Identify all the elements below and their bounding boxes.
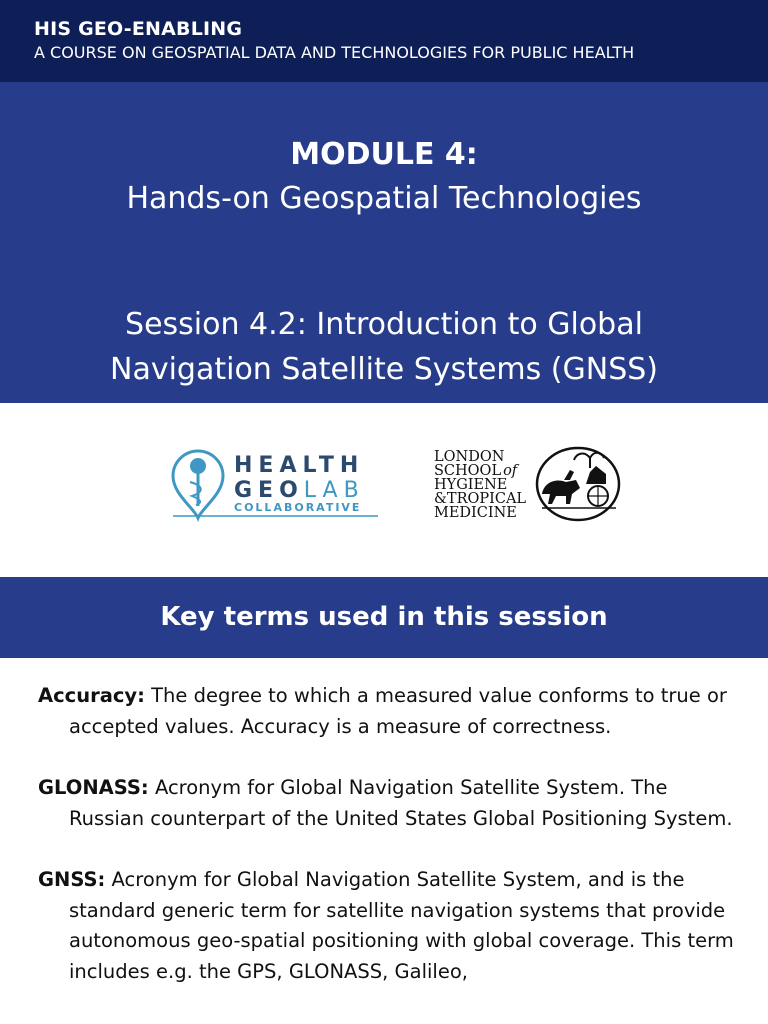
map-pin-icon bbox=[173, 451, 223, 518]
lshtm-line-5: MEDICINE bbox=[434, 505, 517, 521]
course-header bbox=[0, 0, 768, 82]
term-accuracy bbox=[38, 681, 738, 742]
term-name: Accuracy: bbox=[38, 684, 145, 707]
course-subtitle: A COURSE ON GEOSPATIAL DATA AND TECHNOLOGIES FOR PUBLIC HEALTH bbox=[34, 43, 635, 62]
svg-text:GEOLAB bbox=[234, 478, 365, 503]
term-glonass bbox=[38, 773, 738, 834]
health-geolab-line-2b: LAB bbox=[303, 478, 365, 503]
key-terms-heading: Key terms used in this session bbox=[0, 577, 768, 658]
term-definition: The degree to which a measured value conforms to true or accepted values. Accuracy is a measure of correctness. bbox=[69, 684, 727, 738]
module-title: Hands-on Geospatial Technologies bbox=[126, 181, 642, 216]
term-gnss bbox=[38, 865, 738, 987]
term-name: GNSS: bbox=[38, 868, 106, 891]
lshtm-logo bbox=[430, 444, 624, 522]
module-number: MODULE 4: bbox=[290, 137, 478, 172]
term-name: GLONASS: bbox=[38, 776, 149, 799]
lshtm-line-1: LONDON bbox=[434, 449, 505, 465]
lshtm-line-2a: SCHOOL bbox=[434, 463, 502, 479]
key-terms-list bbox=[38, 681, 738, 1018]
chariot-emblem-icon bbox=[537, 448, 619, 520]
course-title: HIS GEO-ENABLING bbox=[34, 18, 243, 40]
session-title-line-1: Session 4.2: Introduction to Global bbox=[125, 307, 643, 342]
lshtm-line-2b: of bbox=[503, 463, 518, 479]
module-banner bbox=[0, 82, 768, 403]
lshtm-line-3: HYGIENE bbox=[434, 477, 508, 493]
session-title-line-2: Navigation Satellite Systems (GNSS) bbox=[110, 352, 658, 387]
session-title bbox=[0, 302, 768, 392]
term-definition: Acronym for Global Navigation Satellite System. The Russian counterpart of the United States Global Positioning System. bbox=[69, 776, 733, 830]
health-geolab-line-2a: GEO bbox=[234, 478, 304, 503]
health-geolab-line-1: HEALTH bbox=[234, 453, 365, 478]
health-geolab-logo bbox=[170, 448, 382, 522]
health-geolab-line-3: COLLABORATIVE bbox=[234, 501, 362, 514]
logo-strip bbox=[0, 403, 768, 577]
lshtm-line-4: &TROPICAL bbox=[434, 491, 527, 507]
term-definition: Acronym for Global Navigation Satellite System, and is the standard generic term for satellite navigation systems that provide autonomous geo-spatial positioning with global coverage. This term includes e.g. the GPS, GLONASS, Galileo, bbox=[69, 868, 734, 983]
